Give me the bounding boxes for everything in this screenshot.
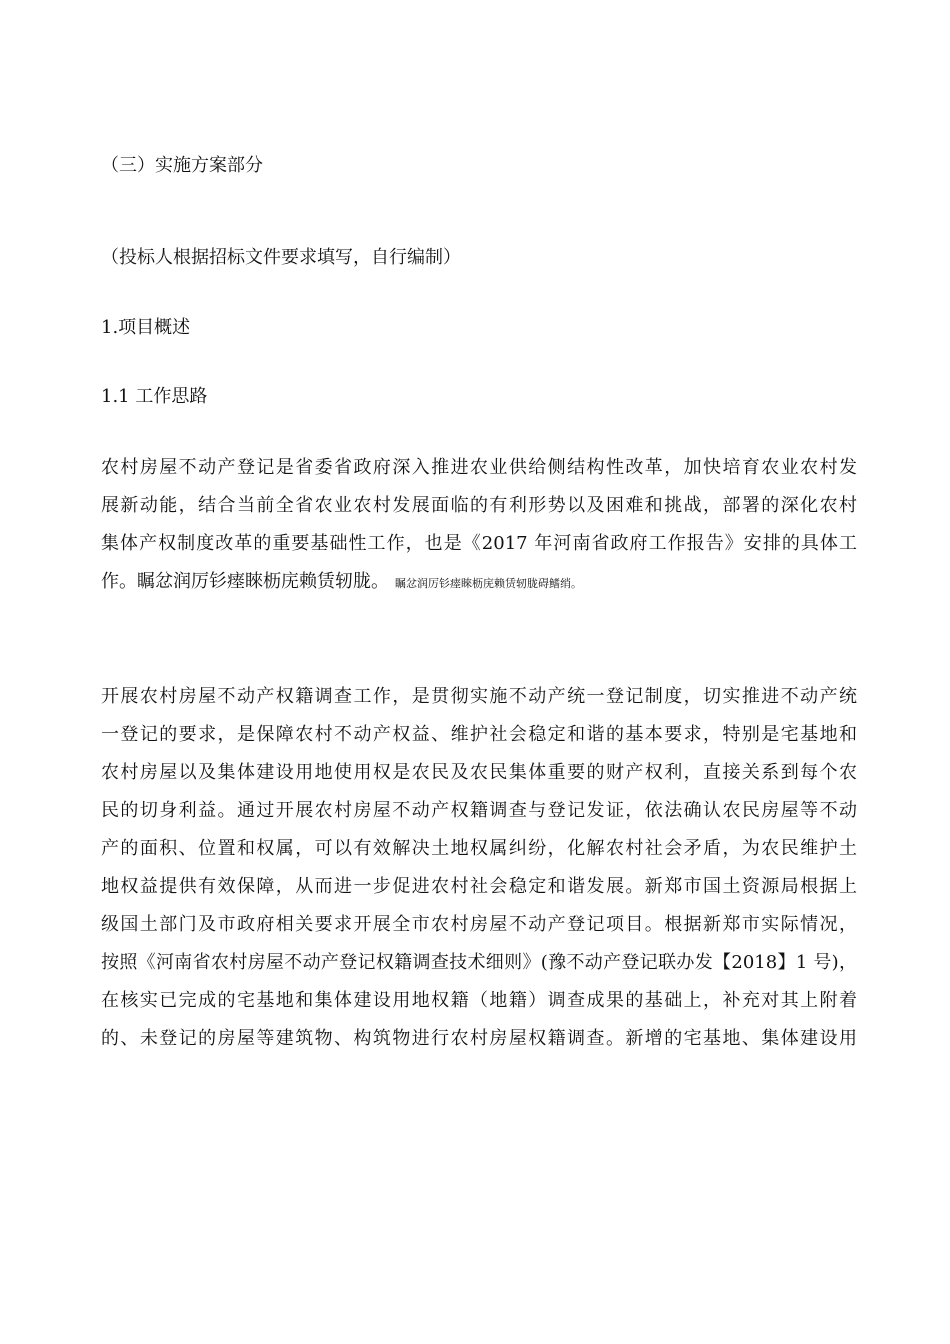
paragraph-2-line: 按照《河南省农村房屋不动产登记权籍调查技术细则》(豫不动产登记联办发【2018】1 号)， bbox=[101, 952, 857, 973]
instruction-text: （投标人根据招标文件要求填写，自行编制） bbox=[101, 247, 461, 268]
paragraph-2-line: 的、未登记的房屋等建筑物、构筑物进行农村房屋权籍调查。新增的宅基地、集体建设用 bbox=[101, 1028, 857, 1049]
paragraph-2-line: 地权益提供有效保障，从而进一步促进农村社会稳定和谐发展。新郑市国土资源局根据上 bbox=[101, 876, 857, 897]
section-heading: （三）实施方案部分 bbox=[101, 155, 263, 176]
paragraph-1 bbox=[101, 449, 857, 603]
paragraph-2-line: 农村房屋以及集体建设用地使用权是农民及农民集体重要的财产权利，直接关系到每个农 bbox=[101, 762, 857, 783]
paragraph-2-line: 民的切身利益。通过开展农村房屋不动产权籍调查与登记发证，依法确认农民房屋等不动 bbox=[101, 800, 857, 821]
paragraph-1-last-line bbox=[101, 563, 857, 603]
paragraph-2-line: 产的面积、位置和权属，可以有效解决土地权属纠纷，化解农村社会矛盾，为农民维护土 bbox=[101, 838, 857, 859]
paragraph-2-line: 开展农村房屋不动产权籍调查工作，是贯彻实施不动产统一登记制度，切实推进不动产统 bbox=[101, 686, 857, 707]
paragraph-1-line: 展新动能，结合当前全省农业农村发展面临的有利形势以及困难和挑战，部署的深化农村 bbox=[101, 495, 857, 516]
paragraph-1-line: 农村房屋不动产登记是省委省政府深入推进农业供给侧结构性改革，加快培育农业农村发 bbox=[101, 457, 857, 478]
paragraph-2-line: 级国土部门及市政府相关要求开展全市农村房屋不动产登记项目。根据新郑市实际情况， bbox=[101, 914, 857, 935]
item-1-heading: 1.项目概述 bbox=[101, 317, 191, 338]
small-note-text: 瞩忿润厉钐瘗睞枥庑赖赁轫胧碍鳍绡。 bbox=[395, 577, 582, 590]
paragraph-2-line: 一登记的要求，是保障农村不动产权益、维护社会稳定和谐的基本要求，特别是宅基地和 bbox=[101, 724, 857, 745]
item-1-1-heading: 1.1 工作思路 bbox=[101, 386, 208, 407]
paragraph-2-line: 在核实已完成的宅基地和集体建设用地权籍（地籍）调查成果的基础上，补充对其上附着 bbox=[101, 990, 857, 1011]
paragraph-1-line: 集体产权制度改革的重要基础性工作，也是《2017 年河南省政府工作报告》安排的具体工 bbox=[101, 533, 857, 554]
paragraph-2 bbox=[101, 678, 857, 1058]
paragraph-1-line-text: 作。瞩忿润厉钐瘗睞枥庑赖赁轫胧。 bbox=[101, 571, 389, 592]
